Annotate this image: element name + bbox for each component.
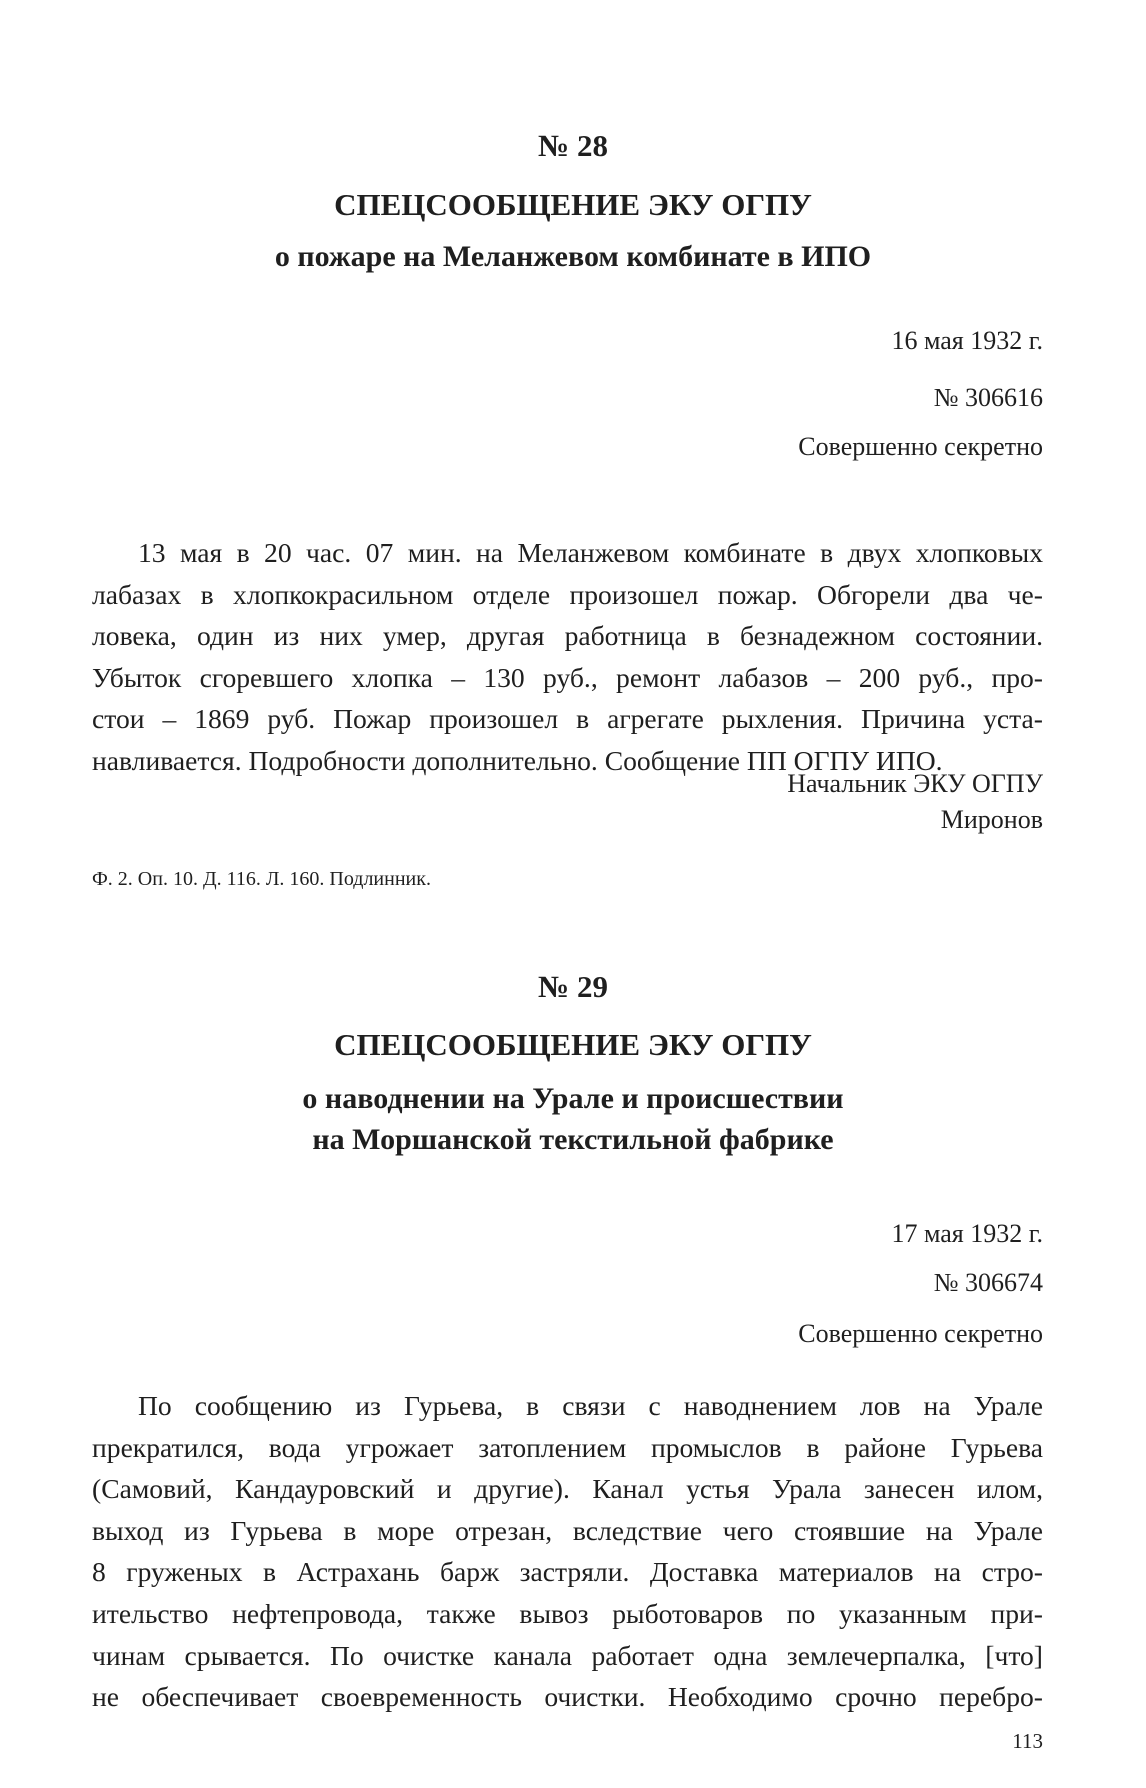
- doc28-body-line: 13 мая в 20 час. 07 мин. на Меланжевом комбинате в двух хлопковых: [138, 537, 1043, 568]
- page-number: 113: [1012, 1729, 1043, 1753]
- doc29-body-line: выход из Гурьева в море отрезан, вследствие чего стоявшие на Урале: [92, 1514, 1043, 1546]
- doc28-number: № 28: [538, 128, 608, 163]
- doc29-body-line: ительство нефтепровода, также вывоз рыботоваров по указанным при-: [92, 1597, 1043, 1629]
- doc29-reg-number: № 306674: [933, 1268, 1043, 1297]
- doc28-archive-source: Ф. 2. Оп. 10. Д. 116. Л. 160. Подлинник.: [92, 868, 431, 890]
- doc29-body-line: чинам срывается. По очистке канала работает одна землечерпалка, [что]: [92, 1639, 1043, 1671]
- doc28-body-line: Убыток сгоревшего хлопка – 130 руб., ремонт лабазов – 200 руб., про-: [92, 661, 1043, 693]
- doc28-subtitle: о пожаре на Меланжевом комбинате в ИПО: [274, 240, 872, 273]
- doc29-body-line: По сообщению из Гурьева, в связи с наводнением лов на Урале: [138, 1390, 1043, 1421]
- doc29-number: № 29: [538, 969, 608, 1004]
- doc28-body-line: ловека, один из них умер, другая работница в безнадежном состоянии.: [92, 620, 1043, 652]
- doc28-body-line: лабазах в хлопкокрасильном отделе произошел пожар. Обгорели два че-: [92, 578, 1043, 610]
- doc29-title: СПЕЦСООБЩЕНИЕ ЭКУ ОГПУ: [334, 1027, 812, 1062]
- doc28-body: [92, 532, 1043, 782]
- doc29-body-line: не обеспечивает своевременность очистки. Необходимо срочно перебро-: [92, 1681, 1043, 1713]
- doc28-date: 16 мая 1932 г.: [891, 326, 1043, 355]
- doc28-signature-name: Миронов: [940, 805, 1043, 834]
- doc28-classification: Совершенно секретно: [798, 432, 1043, 461]
- doc29-body-line: прекратился, вода угрожает затоплением промыслов в районе Гурьева: [92, 1431, 1043, 1463]
- doc29-classification: Совершенно секретно: [798, 1319, 1043, 1348]
- doc28-reg-number: № 306616: [933, 383, 1043, 412]
- doc28-signature-title: Начальник ЭКУ ОГПУ: [787, 769, 1043, 798]
- doc29-body: [92, 1385, 1043, 1718]
- doc29-subtitle-line1: о наводнении на Урале и происшествии: [302, 1082, 844, 1115]
- doc28-body-line: стои – 1869 руб. Пожар произошел в агрегате рыхления. Причина уста-: [92, 703, 1043, 735]
- doc29-body-line: 8 груженых в Астрахань барж застряли. Доставка материалов на стро-: [92, 1556, 1043, 1588]
- doc28-title: СПЕЦСООБЩЕНИЕ ЭКУ ОГПУ: [334, 187, 812, 222]
- doc29-body-line: (Самовий, Кандауровский и другие). Канал устья Урала занесен илом,: [92, 1473, 1043, 1505]
- doc29-subtitle-line2: на Моршанской текстильной фабрике: [312, 1123, 834, 1156]
- doc28-body-line: навливается. Подробности дополнительно. Сообщение ПП ОГПУ ИПО.: [92, 744, 943, 776]
- doc29-date: 17 мая 1932 г.: [891, 1219, 1043, 1248]
